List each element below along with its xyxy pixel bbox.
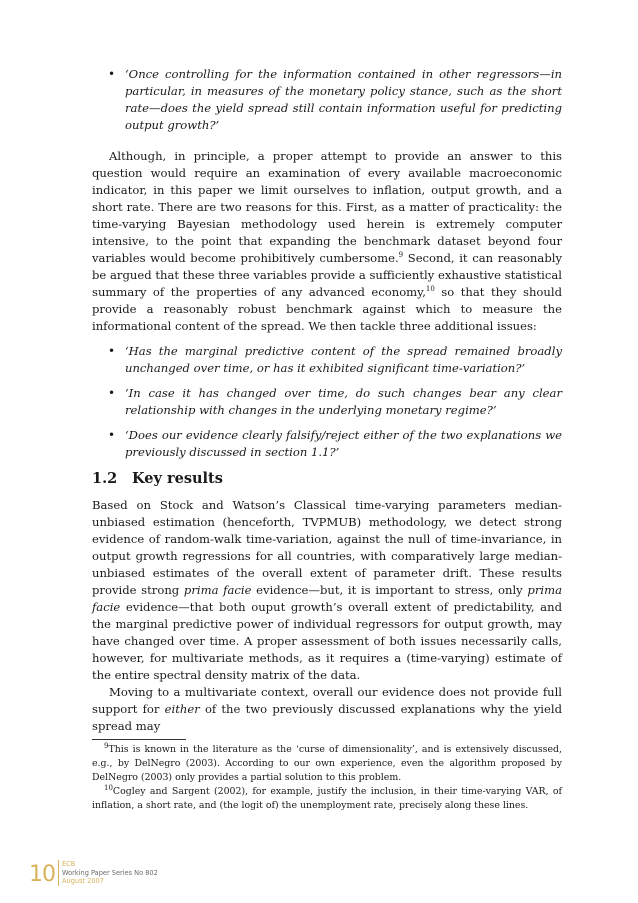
page-content bbox=[92, 66, 562, 813]
footnote-ref: 10 bbox=[425, 285, 435, 294]
page-number: 10 bbox=[29, 862, 55, 887]
bullet-item: • ‘Has the marginal predictive content of the spread remained broadly unchanged over time, or has it exhibited significant time-variation?’ bbox=[108, 344, 562, 375]
bullet-dot-icon: • bbox=[108, 67, 116, 81]
footnote-9: $^9$This is known in the literature as the ‘curse of dimensionality’, and is extensively discussed, e.g., by DelNegro (2003). According to our own experience, even the algorithm proposed by DelNegro (2003) only provides a partial solution to this problem. bbox=[92, 741, 562, 783]
section-heading bbox=[92, 469, 562, 489]
paragraph-intro: Although, in principle, a proper attempt to provide an answer to this question would require an examination of every available macroeconomic indicator, in this paper we limit ourselves to inflation, output growth, and a short rate. There are two reasons for this. First, as a matter of practicality: the time-varying Bayesian methodology used herein is extremely computer intensive, to the point that expanding the benchmark dataset beyond four variables would become prohibitively cumbersome.$^9$ Second, it can reasonably be argued that these three variables provide a sufficiently exhaustive statistical summary of the properties of any advanced economy,$^{10}$ so that they should provide a reasonably robust benchmark against which to measure the informational content of the spread. We then tackle three additional issues: bbox=[92, 149, 562, 333]
bullet-dot-icon: • bbox=[108, 386, 116, 400]
footnote-ref: 9 bbox=[398, 251, 404, 260]
bullet-dot-icon: • bbox=[108, 428, 116, 442]
bullet-list-top bbox=[92, 66, 562, 134]
paragraph-multivariate: Moving to a multivariate context, overall our evidence does not provide full support for either of the two previously discussed explanations why the yield spread may bbox=[92, 685, 562, 733]
section-title: Key results bbox=[132, 470, 223, 487]
bullet-dot-icon: • bbox=[108, 344, 116, 358]
footer-info bbox=[58, 860, 158, 886]
footer-ecb: ECB bbox=[62, 860, 76, 869]
footnote-10: $^{10}$Cogley and Sargent (2002), for example, justify the inclusion, in their time-varying VAR, of inflation, a short rate, and (the logit of) the unemployment rate, precisely along these lines. bbox=[92, 783, 562, 811]
bullet-list-issues bbox=[92, 343, 562, 461]
bullet-item: • ‘Once controlling for the information contained in other regressors—in particular, in measures of the monetary policy stance, such as the short rate—does the yield spread still contain information useful for predicting output growth?’ bbox=[108, 67, 562, 132]
bullet-item: • ‘Does our evidence clearly falsify/reject either of the two explanations we previously discussed in section 1.1?’ bbox=[108, 428, 562, 459]
paragraph-results: Based on Stock and Watson’s Classical time-varying parameters median-unbiased estimation (henceforth, TVPMUB) methodology, we detect strong evidence of random-walk time-variation, against the null of time-invariance, in output growth regressions for all countries, with comparatively large median-unbiased estimates of the overall extent of parameter drift. These results provide strong prima facie evidence—but, it is important to stress, only prima facie evidence—that both ouput growth’s overall extent of predictability, and the marginal predictive power of individual regressors for output growth, may have changed over time. A proper assessment of both issues necessarily calls, however, for multivariate methods, as it requires a (time-varying) estimate of the entire spectral density matrix of the data. bbox=[92, 498, 562, 682]
bullet-item: • ‘In case it has changed over time, do such changes bear any clear relationship with changes in the underlying monetary regime?’ bbox=[108, 386, 562, 417]
section-number: 1.2 bbox=[92, 470, 118, 487]
page-footer bbox=[29, 852, 158, 886]
footer-date: August 2007 bbox=[62, 877, 104, 886]
footer-series: Working Paper Series No 802 bbox=[62, 868, 158, 877]
footnote-rule bbox=[92, 739, 186, 740]
